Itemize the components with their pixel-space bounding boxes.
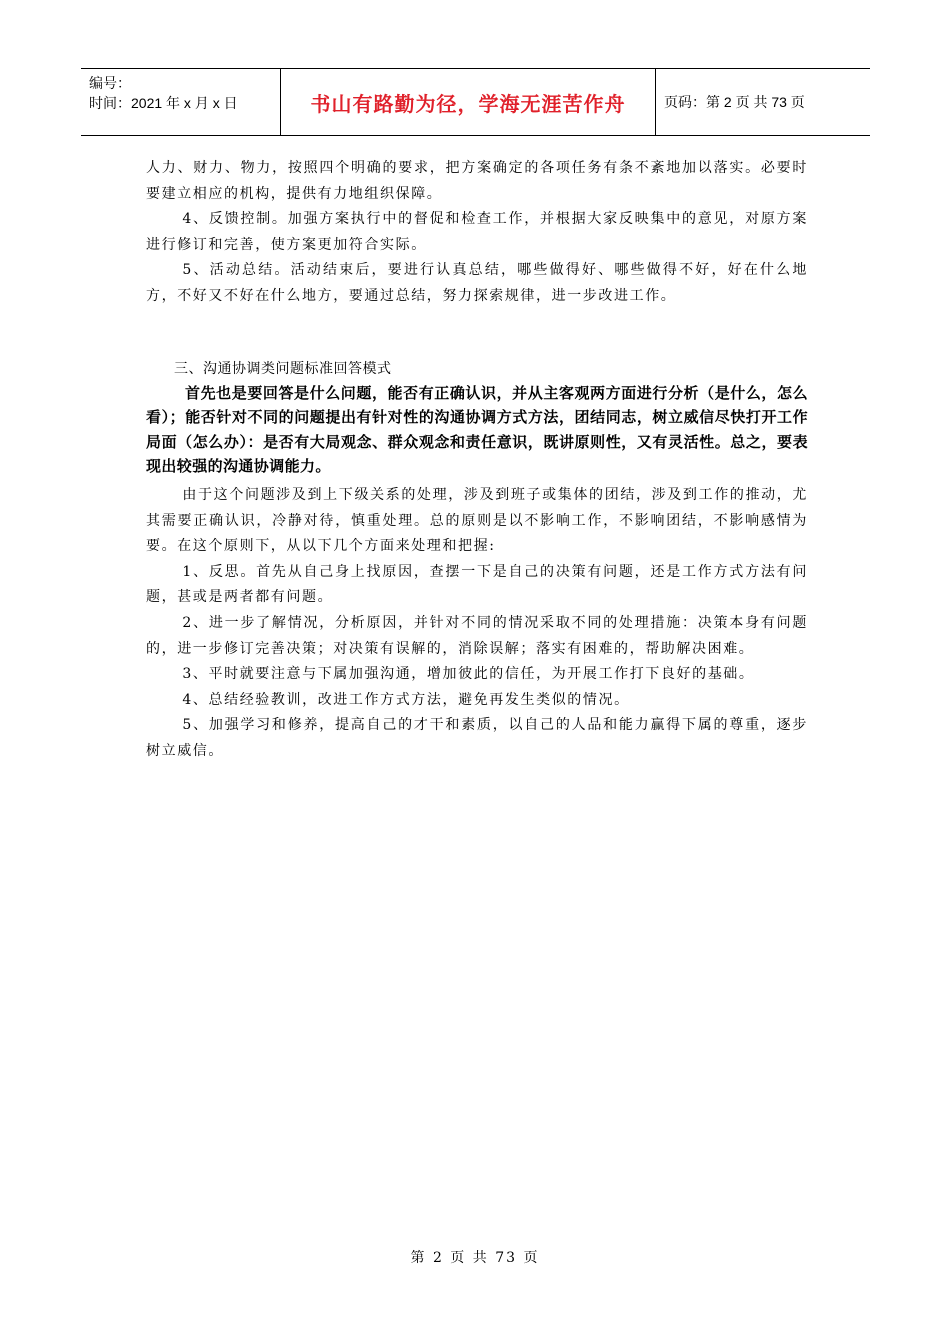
date-label: 时间：2021 年 x 月 x 日 [89,95,238,111]
paragraph-feedback-control: 4、反馈控制。加强方案执行中的督促和检查工作，并根据大家反映集中的意见，对原方案进行修订和完善，使方案更加符合实际。 [146,211,808,253]
paragraph-communication: 3、平时就要注意与下属加强沟通，增加彼此的信任，为开展工作打下良好的基础。 [182,666,755,683]
page-footer: 第 2 页 共 73 页 [410,1250,540,1266]
paragraph-principle: 由于这个问题涉及到上下级关系的处理，涉及到班子或集体的团结，涉及到工作的推动，尤其需要正确认识，冷静对待，慎重处理。总的原则是以不影响工作，不影响团结，不影响感情为要。在这个原则下，从以下几个方面来处理和把握: [146,486,808,555]
paragraph-activity-summary: 5、活动总结。活动结束后，要进行认真总结，哪些做得好、哪些做得不好，好在什么地方，不好又不好在什么地方，要通过总结，努力探索规律，进一步改进工作。 [146,262,808,304]
serial-number-label: 编号： [89,75,131,91]
paragraph-analysis: 2、进一步了解情况，分析原因，并针对不同的情况采取不同的处理措施：决策本身有问题的，进一步修订完善决策；对决策有误解的，消除误解；落实有困难的，帮助解决困难。 [146,614,808,657]
header-meta [81,69,281,135]
header-page-number: 页码：第 2 页 共 73 页 [664,94,805,110]
document-header [81,68,870,136]
paragraph-reflection: 1、反思。首先从自己身上找原因，查摆一下是自己的决策有问题，还是工作方式方法有问题，甚或是两者都有问题。 [146,563,808,606]
paragraph-answer-model: 首先也是要回答是什么问题，能否有正确认识，并从主客观两方面进行分析（是什么，怎么看）；能否针对不同的问题提出有针对性的沟通协调方式方法，团结同志，树立威信尽快打开工作局面（怎么办）：是否有大局观念、群众观念和责任意识，既讲原则性，又有灵活性。总之，要表现出较强的沟通协调能力。 [146,383,808,476]
paragraph-resources: 人力、财力、物力，按照四个明确的要求，把方案确定的各项任务有条不紊地加以落实。必要时要建立相应的机构，提供有力地组织保障。 [146,160,808,202]
document-body [146,156,808,764]
section-title: 三、沟通协调类问题标准回答模式 [174,360,392,377]
paragraph-lessons: 4、总结经验教训，改进工作方式方法，避免再发生类似的情况。 [182,691,630,708]
section-spacer [146,310,808,357]
header-motto: 书山有路勤为径，学海无涯苦作舟 [281,69,656,135]
paragraph-self-improvement: 5、加强学习和修养，提高自己的才干和素质，以自己的人品和能力赢得下属的尊重，逐步树立威信。 [146,717,808,759]
